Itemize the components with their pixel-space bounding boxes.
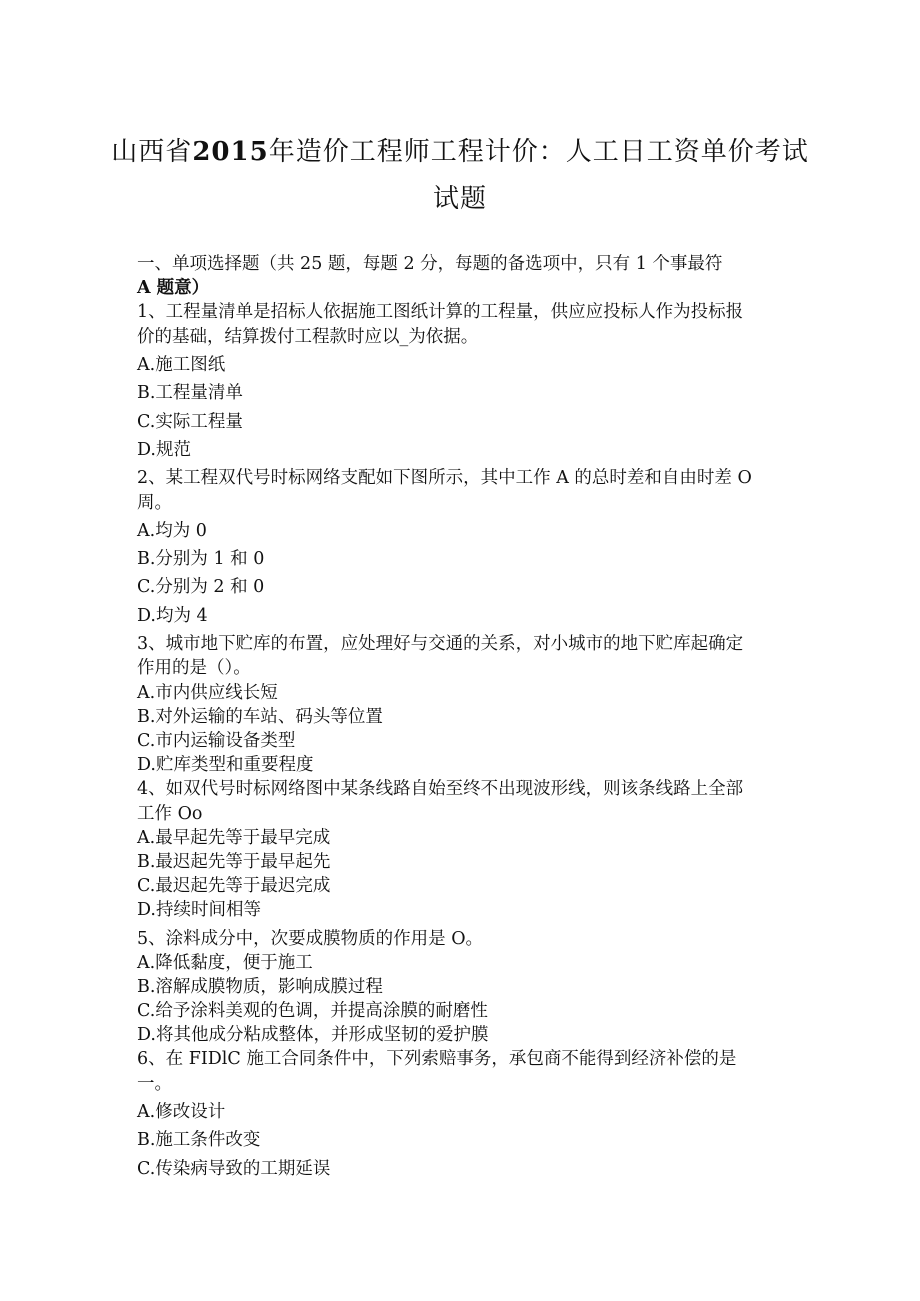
question-stem: 5、涂料成分中，次要成膜物质的作用是 O。 xyxy=(137,928,484,949)
question-stem: 一。 xyxy=(137,1073,172,1094)
answer-option: D.持续时间相等 xyxy=(137,900,261,921)
answer-option: D.规范 xyxy=(137,439,191,460)
answer-option: C.实际工程量 xyxy=(137,411,243,432)
answer-option: B.分别为 1 和 0 xyxy=(137,549,265,570)
question-stem: 4、如双代号时标网络图中某条线路自始至终不出现波形线，则该条线路上全部 xyxy=(137,779,744,800)
answer-option: B.施工条件改变 xyxy=(137,1130,261,1151)
document-title xyxy=(100,135,820,169)
title-suffix: 年造价工程师工程计价：人工日工资单价考试 xyxy=(268,137,809,167)
answer-option: C.最迟起先等于最迟完成 xyxy=(137,876,331,897)
document-title-continued: 试题 xyxy=(432,184,487,214)
answer-option: D.均为 4 xyxy=(137,605,208,626)
question-5 xyxy=(137,927,787,1048)
question-stem: 工作 Oo xyxy=(137,803,203,824)
answer-option: B.工程量清单 xyxy=(137,383,243,404)
question-stem: 价的基础，结算拨付工程款时应以_为依据。 xyxy=(137,326,479,347)
answer-option: D.贮库类型和重要程度 xyxy=(137,755,314,776)
question-1 xyxy=(137,300,787,462)
section-heading-continued: A 题意） xyxy=(137,278,210,299)
title-year: 2015 xyxy=(192,137,269,167)
question-3 xyxy=(137,632,787,777)
answer-option: A.降低黏度，便于施工 xyxy=(137,952,313,973)
document-body xyxy=(137,252,787,1181)
question-stem: 3、城市地下贮库的布置，应处理好与交通的关系，对小城市的地下贮库起确定 xyxy=(137,634,744,655)
answer-option: D.将其他成分粘成整体，并形成坚韧的爱护膜 xyxy=(137,1025,489,1046)
answer-option: C.分别为 2 和 0 xyxy=(137,577,265,598)
answer-option: C.传染病导致的工期延误 xyxy=(137,1158,331,1179)
answer-option: B.最迟起先等于最早起先 xyxy=(137,851,331,872)
answer-option: C.市内运输设备类型 xyxy=(137,731,296,751)
question-stem: 周。 xyxy=(137,492,172,513)
question-stem: 1、工程量清单是招标人依据施工图纸计算的工程量，供应应投标人作为投标报 xyxy=(137,302,744,323)
answer-option: C.给予涂料美观的色调，并提高涂膜的耐磨性 xyxy=(137,1001,488,1022)
question-stem: 作用的是（）。 xyxy=(137,658,251,679)
answer-option: A.施工图纸 xyxy=(137,354,226,375)
answer-option: A.最早起先等于最早完成 xyxy=(137,827,331,848)
answer-option: A.市内供应线长短 xyxy=(137,682,278,703)
question-2 xyxy=(137,466,787,628)
answer-option: B.溶解成膜物质，影响成膜过程 xyxy=(137,976,383,997)
answer-option: B.对外运输的车站、码头等位置 xyxy=(137,706,383,727)
answer-option: A.修改设计 xyxy=(137,1101,226,1122)
question-4 xyxy=(137,777,787,922)
question-stem: 6、在 FIDlC 施工合同条件中，下列索赔事务，承包商不能得到经济补偿的是 xyxy=(137,1049,737,1070)
question-stem: 2、某工程双代号时标网络支配如下图所示，其中工作 A 的总时差和自由时差 O xyxy=(137,468,752,489)
question-6 xyxy=(137,1047,787,1181)
title-prefix: 山西省 xyxy=(111,137,193,167)
answer-option: A.均为 0 xyxy=(137,520,207,541)
section-heading: 一、单项选择题（共 25 题，每题 2 分，每题的备选项中，只有 1 个事最符 xyxy=(137,254,723,274)
